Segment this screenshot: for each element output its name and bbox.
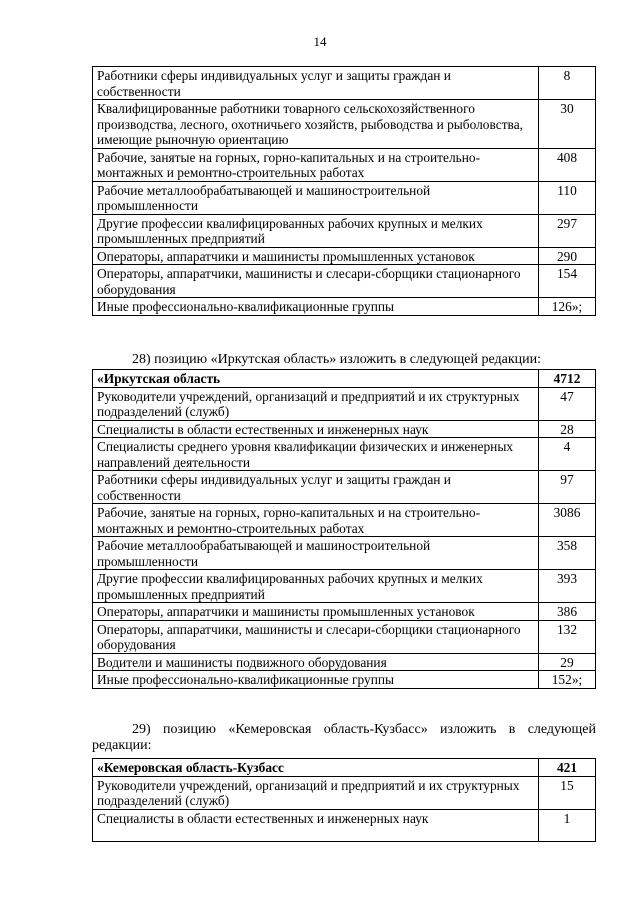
- table-row: [93, 603, 596, 621]
- occupation-count: 132: [539, 620, 596, 653]
- occupation-name: Рабочие, занятые на горных, горно-капитальных и на строительно-монтажных и ремонтно-строительных работах: [93, 148, 539, 181]
- occupation-count: 47: [539, 387, 596, 420]
- occupation-name: Операторы, аппаратчики и машинисты промышленных установок: [93, 603, 539, 621]
- occupation-count: 97: [539, 471, 596, 504]
- table-row: [93, 438, 596, 471]
- occupation-name: Операторы, аппаратчики и машинисты промышленных установок: [93, 247, 539, 265]
- occupation-table-previous-region: [92, 66, 596, 316]
- occupation-count: 15: [539, 776, 596, 809]
- table-row: [93, 809, 596, 841]
- table-header-row: [93, 370, 596, 388]
- occupation-count: 297: [539, 214, 596, 247]
- table-row: [93, 420, 596, 438]
- table-row: [93, 653, 596, 671]
- occupation-count: 29: [539, 653, 596, 671]
- occupation-name: Руководители учреждений, организаций и предприятий и их структурных подразделений (служб): [93, 387, 539, 420]
- occupation-count: 154: [539, 265, 596, 298]
- occupation-count: 4: [539, 438, 596, 471]
- occupation-count: 408: [539, 148, 596, 181]
- region-total: 421: [539, 759, 596, 777]
- occupation-count: 126»;: [539, 298, 596, 316]
- region-name: «Иркутская область: [93, 370, 539, 388]
- occupation-count: 110: [539, 181, 596, 214]
- occupation-name: Квалифицированные работники товарного сельскохозяйственного производства, лесного, охотничьего хозяйств, рыбоводства и рыболовства, имеющие рыночную ориентацию: [93, 100, 539, 149]
- occupation-name: Работники сферы индивидуальных услуг и защиты граждан и собственности: [93, 471, 539, 504]
- occupation-name: Специалисты в области естественных и инженерных наук: [93, 809, 539, 841]
- table-row: [93, 471, 596, 504]
- table-row: [93, 570, 596, 603]
- occupation-name: Рабочие металлообрабатывающей и машиностроительной промышленности: [93, 181, 539, 214]
- table-row: [93, 620, 596, 653]
- page-number: 14: [313, 34, 327, 49]
- occupation-name: Рабочие, занятые на горных, горно-капитальных и на строительно-монтажных и ремонтно-строительных работах: [93, 504, 539, 537]
- table-header-row: [93, 759, 596, 777]
- table-row: [93, 181, 596, 214]
- table-row: [93, 67, 596, 100]
- occupation-name: Специалисты в области естественных и инженерных наук: [93, 420, 539, 438]
- occupation-count: 386: [539, 603, 596, 621]
- occupation-table-irkutsk: [92, 369, 596, 689]
- table-row: [93, 214, 596, 247]
- occupation-name: Другие профессии квалифицированных рабочих крупных и мелких промышленных предприятий: [93, 214, 539, 247]
- occupation-name: Специалисты среднего уровня квалификации физических и инженерных направлений деятельности: [93, 438, 539, 471]
- occupation-name: Другие профессии квалифицированных рабочих крупных и мелких промышленных предприятий: [93, 570, 539, 603]
- table-row: [93, 247, 596, 265]
- occupation-table-kemerovo: [92, 758, 596, 842]
- occupation-count: 28: [539, 420, 596, 438]
- amendment-paragraph-29: 29) позицию «Кемеровская область-Кузбасс» изложить в следующей редакции:: [92, 722, 596, 753]
- occupation-count: 393: [539, 570, 596, 603]
- occupation-name: Операторы, аппаратчики, машинисты и слесари-сборщики стационарного оборудования: [93, 265, 539, 298]
- occupation-count: 1: [539, 809, 596, 841]
- occupation-name: Иные профессионально-квалификационные группы: [93, 298, 539, 316]
- table-row: [93, 776, 596, 809]
- region-total: 4712: [539, 370, 596, 388]
- table-row: [93, 298, 596, 316]
- table-row: [93, 148, 596, 181]
- occupation-count: 8: [539, 67, 596, 100]
- occupation-count: 290: [539, 247, 596, 265]
- table-row: [93, 100, 596, 149]
- occupation-name: Рабочие металлообрабатывающей и машиностроительной промышленности: [93, 537, 539, 570]
- occupation-name: Работники сферы индивидуальных услуг и защиты граждан и собственности: [93, 67, 539, 100]
- region-name: «Кемеровская область-Кузбасс: [93, 759, 539, 777]
- table-row: [93, 504, 596, 537]
- occupation-count: 30: [539, 100, 596, 149]
- table-row: [93, 671, 596, 689]
- occupation-count: 3086: [539, 504, 596, 537]
- occupation-name: Руководители учреждений, организаций и предприятий и их структурных подразделений (служб): [93, 776, 539, 809]
- table-row: [93, 387, 596, 420]
- occupation-name: Иные профессионально-квалификационные группы: [93, 671, 539, 689]
- table-row: [93, 265, 596, 298]
- occupation-name: Операторы, аппаратчики, машинисты и слесари-сборщики стационарного оборудования: [93, 620, 539, 653]
- table-row: [93, 537, 596, 570]
- occupation-name: Водители и машинисты подвижного оборудования: [93, 653, 539, 671]
- occupation-count: 358: [539, 537, 596, 570]
- occupation-count: 152»;: [539, 671, 596, 689]
- amendment-paragraph-28: 28) позицию «Иркутская область» изложить в следующей редакции:: [132, 352, 542, 367]
